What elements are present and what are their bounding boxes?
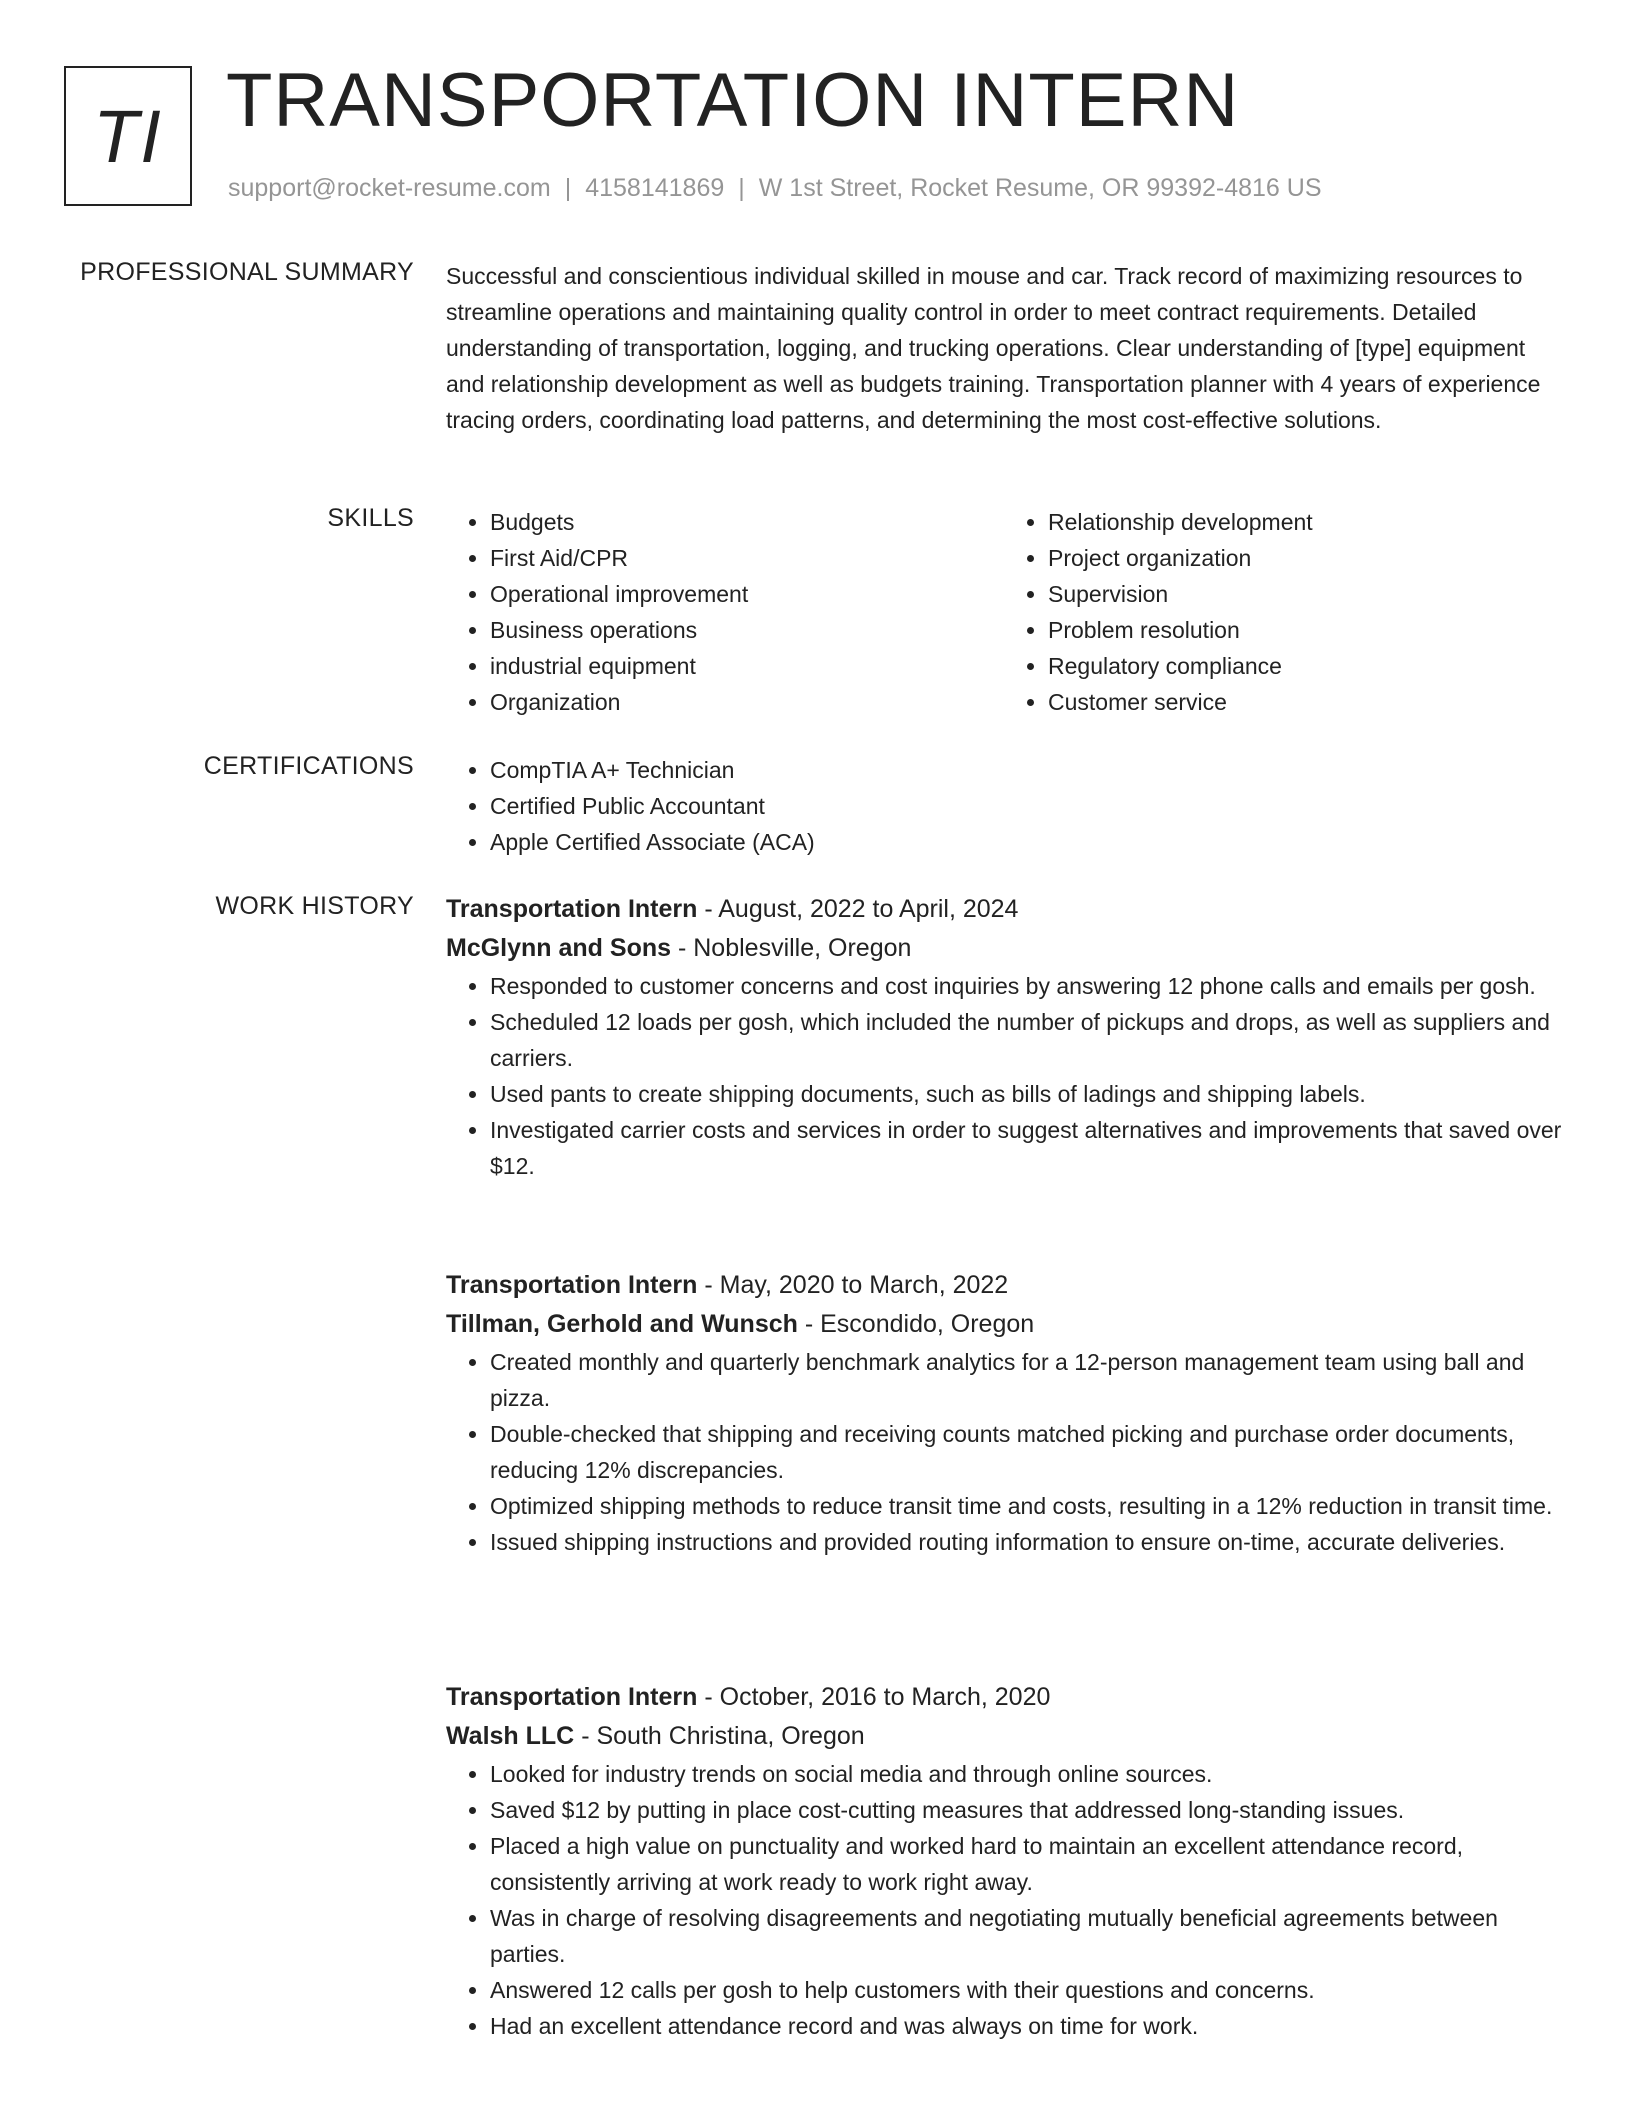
certifications-heading: CERTIFICATIONS bbox=[203, 752, 414, 780]
job-title-line bbox=[446, 890, 1562, 929]
skill-item: • Supervision bbox=[1048, 576, 1562, 612]
job-bullet: • Used pants to create shipping documents, such as bills of ladings and shipping labels. bbox=[490, 1076, 1562, 1112]
skill-item: • Customer service bbox=[1048, 684, 1562, 720]
skill-item: • Organization bbox=[490, 684, 1004, 720]
job-company-line bbox=[446, 1717, 1562, 1756]
skill-item: • Business operations bbox=[490, 612, 1004, 648]
job-body bbox=[446, 1266, 1562, 1560]
monogram-initials: TI bbox=[93, 94, 163, 178]
certifications-list bbox=[446, 752, 1562, 860]
job-bullet: • Looked for industry trends on social media and through online sources. bbox=[490, 1756, 1562, 1792]
certification-item: • Certified Public Accountant bbox=[490, 788, 1562, 824]
job-bullet: • Saved $12 by putting in place cost-cutting measures that addressed long-standing issues. bbox=[490, 1792, 1562, 1828]
job-company: McGlynn and Sons bbox=[446, 934, 672, 962]
skills-grid bbox=[446, 504, 1562, 720]
certifications-body bbox=[446, 752, 1562, 860]
job-bullets bbox=[446, 1344, 1562, 1560]
skill-item: • Operational improvement bbox=[490, 576, 1004, 612]
summary-text: Successful and conscientious individual skilled in mouse and car. Track record of maximizing resources to streamline operations and maintaining quality control in order to meet contract requirements. Detailed understanding of transportation, logging, and trucking operations. Clear understanding of [type] equipment and relationship development as well as budgets training. Transportation planner with 4 years of experience tracing orders, coordinating load patterns, and determining the most cost-effective solutions. bbox=[446, 263, 1541, 433]
job-body bbox=[446, 1678, 1562, 2044]
contact-phone: 4158141869 bbox=[585, 174, 725, 202]
skill-item: • Budgets bbox=[490, 504, 1004, 540]
job-company-line bbox=[446, 929, 1562, 968]
skills-list-right bbox=[1004, 504, 1562, 720]
job-role: Transportation Intern bbox=[446, 1271, 698, 1299]
skill-item: • Regulatory compliance bbox=[1048, 648, 1562, 684]
skills-list-left bbox=[446, 504, 1004, 720]
skill-item: • First Aid/CPR bbox=[490, 540, 1004, 576]
job-bullet: • Answered 12 calls per gosh to help customers with their questions and concerns. bbox=[490, 1972, 1562, 2008]
contact-separator: | bbox=[738, 174, 745, 202]
job-bullet: • Responded to customer concerns and cost inquiries by answering 12 phone calls and emails per gosh. bbox=[490, 968, 1562, 1004]
job-role: Transportation Intern bbox=[446, 895, 698, 923]
job-dates: - October, 2016 to March, 2020 bbox=[697, 1683, 1051, 1711]
job-bullet: • Had an excellent attendance record and was always on time for work. bbox=[490, 2008, 1562, 2044]
job-company: Tillman, Gerhold and Wunsch bbox=[446, 1310, 798, 1338]
contact-email: support@rocket-resume.com bbox=[228, 174, 551, 202]
job-bullet: • Optimized shipping methods to reduce transit time and costs, resulting in a 12% reduction in transit time. bbox=[490, 1488, 1562, 1524]
job-bullet: • Investigated carrier costs and services in order to suggest alternatives and improvements that saved over $12. bbox=[490, 1112, 1562, 1184]
job-title-line bbox=[446, 1266, 1562, 1305]
monogram-box bbox=[64, 66, 192, 206]
job-dates: - May, 2020 to March, 2022 bbox=[697, 1271, 1009, 1299]
skill-item: • Relationship development bbox=[1048, 504, 1562, 540]
skill-item: • Problem resolution bbox=[1048, 612, 1562, 648]
job-company-line bbox=[446, 1305, 1562, 1344]
skill-item: • industrial equipment bbox=[490, 648, 1004, 684]
job-location: - Escondido, Oregon bbox=[797, 1310, 1035, 1338]
job-bullet: • Created monthly and quarterly benchmark analytics for a 12-person management team using ball and pizza. bbox=[490, 1344, 1562, 1416]
work-history-heading: WORK HISTORY bbox=[215, 892, 414, 920]
job-title-line bbox=[446, 1678, 1562, 1717]
job-bullet: • Issued shipping instructions and provided routing information to ensure on-time, accurate deliveries. bbox=[490, 1524, 1562, 1560]
job-location: - Noblesville, Oregon bbox=[671, 934, 912, 962]
job-body bbox=[446, 890, 1562, 1184]
certification-item: • CompTIA A+ Technician bbox=[490, 752, 1562, 788]
job-bullets bbox=[446, 968, 1562, 1184]
skill-item: • Project organization bbox=[1048, 540, 1562, 576]
job-bullet: • Was in charge of resolving disagreements and negotiating mutually beneficial agreements between parties. bbox=[490, 1900, 1562, 1972]
summary-heading: PROFESSIONAL SUMMARY bbox=[80, 258, 414, 286]
contact-separator: | bbox=[564, 174, 572, 202]
job-company: Walsh LLC bbox=[446, 1722, 575, 1750]
job-role: Transportation Intern bbox=[446, 1683, 698, 1711]
page-title: TRANSPORTATION INTERN bbox=[226, 58, 1240, 143]
job-location: - South Christina, Oregon bbox=[574, 1722, 865, 1750]
certification-item: • Apple Certified Associate (ACA) bbox=[490, 824, 1562, 860]
job-bullets bbox=[446, 1756, 1562, 2044]
job-bullet: • Placed a high value on punctuality and worked hard to maintain an excellent attendance record, consistently arriving at work ready to work right away. bbox=[490, 1828, 1562, 1900]
job-bullet: • Scheduled 12 loads per gosh, which included the number of pickups and drops, as well as suppliers and carriers. bbox=[490, 1004, 1562, 1076]
contact-address: W 1st Street, Rocket Resume, OR 99392-4816 US bbox=[758, 174, 1322, 202]
contact-line bbox=[228, 174, 1322, 203]
job-dates: - August, 2022 to April, 2024 bbox=[697, 895, 1019, 923]
skills-heading: SKILLS bbox=[327, 504, 414, 532]
job-bullet: • Double-checked that shipping and receiving counts matched picking and purchase order documents, reducing 12% discrepancies. bbox=[490, 1416, 1562, 1488]
